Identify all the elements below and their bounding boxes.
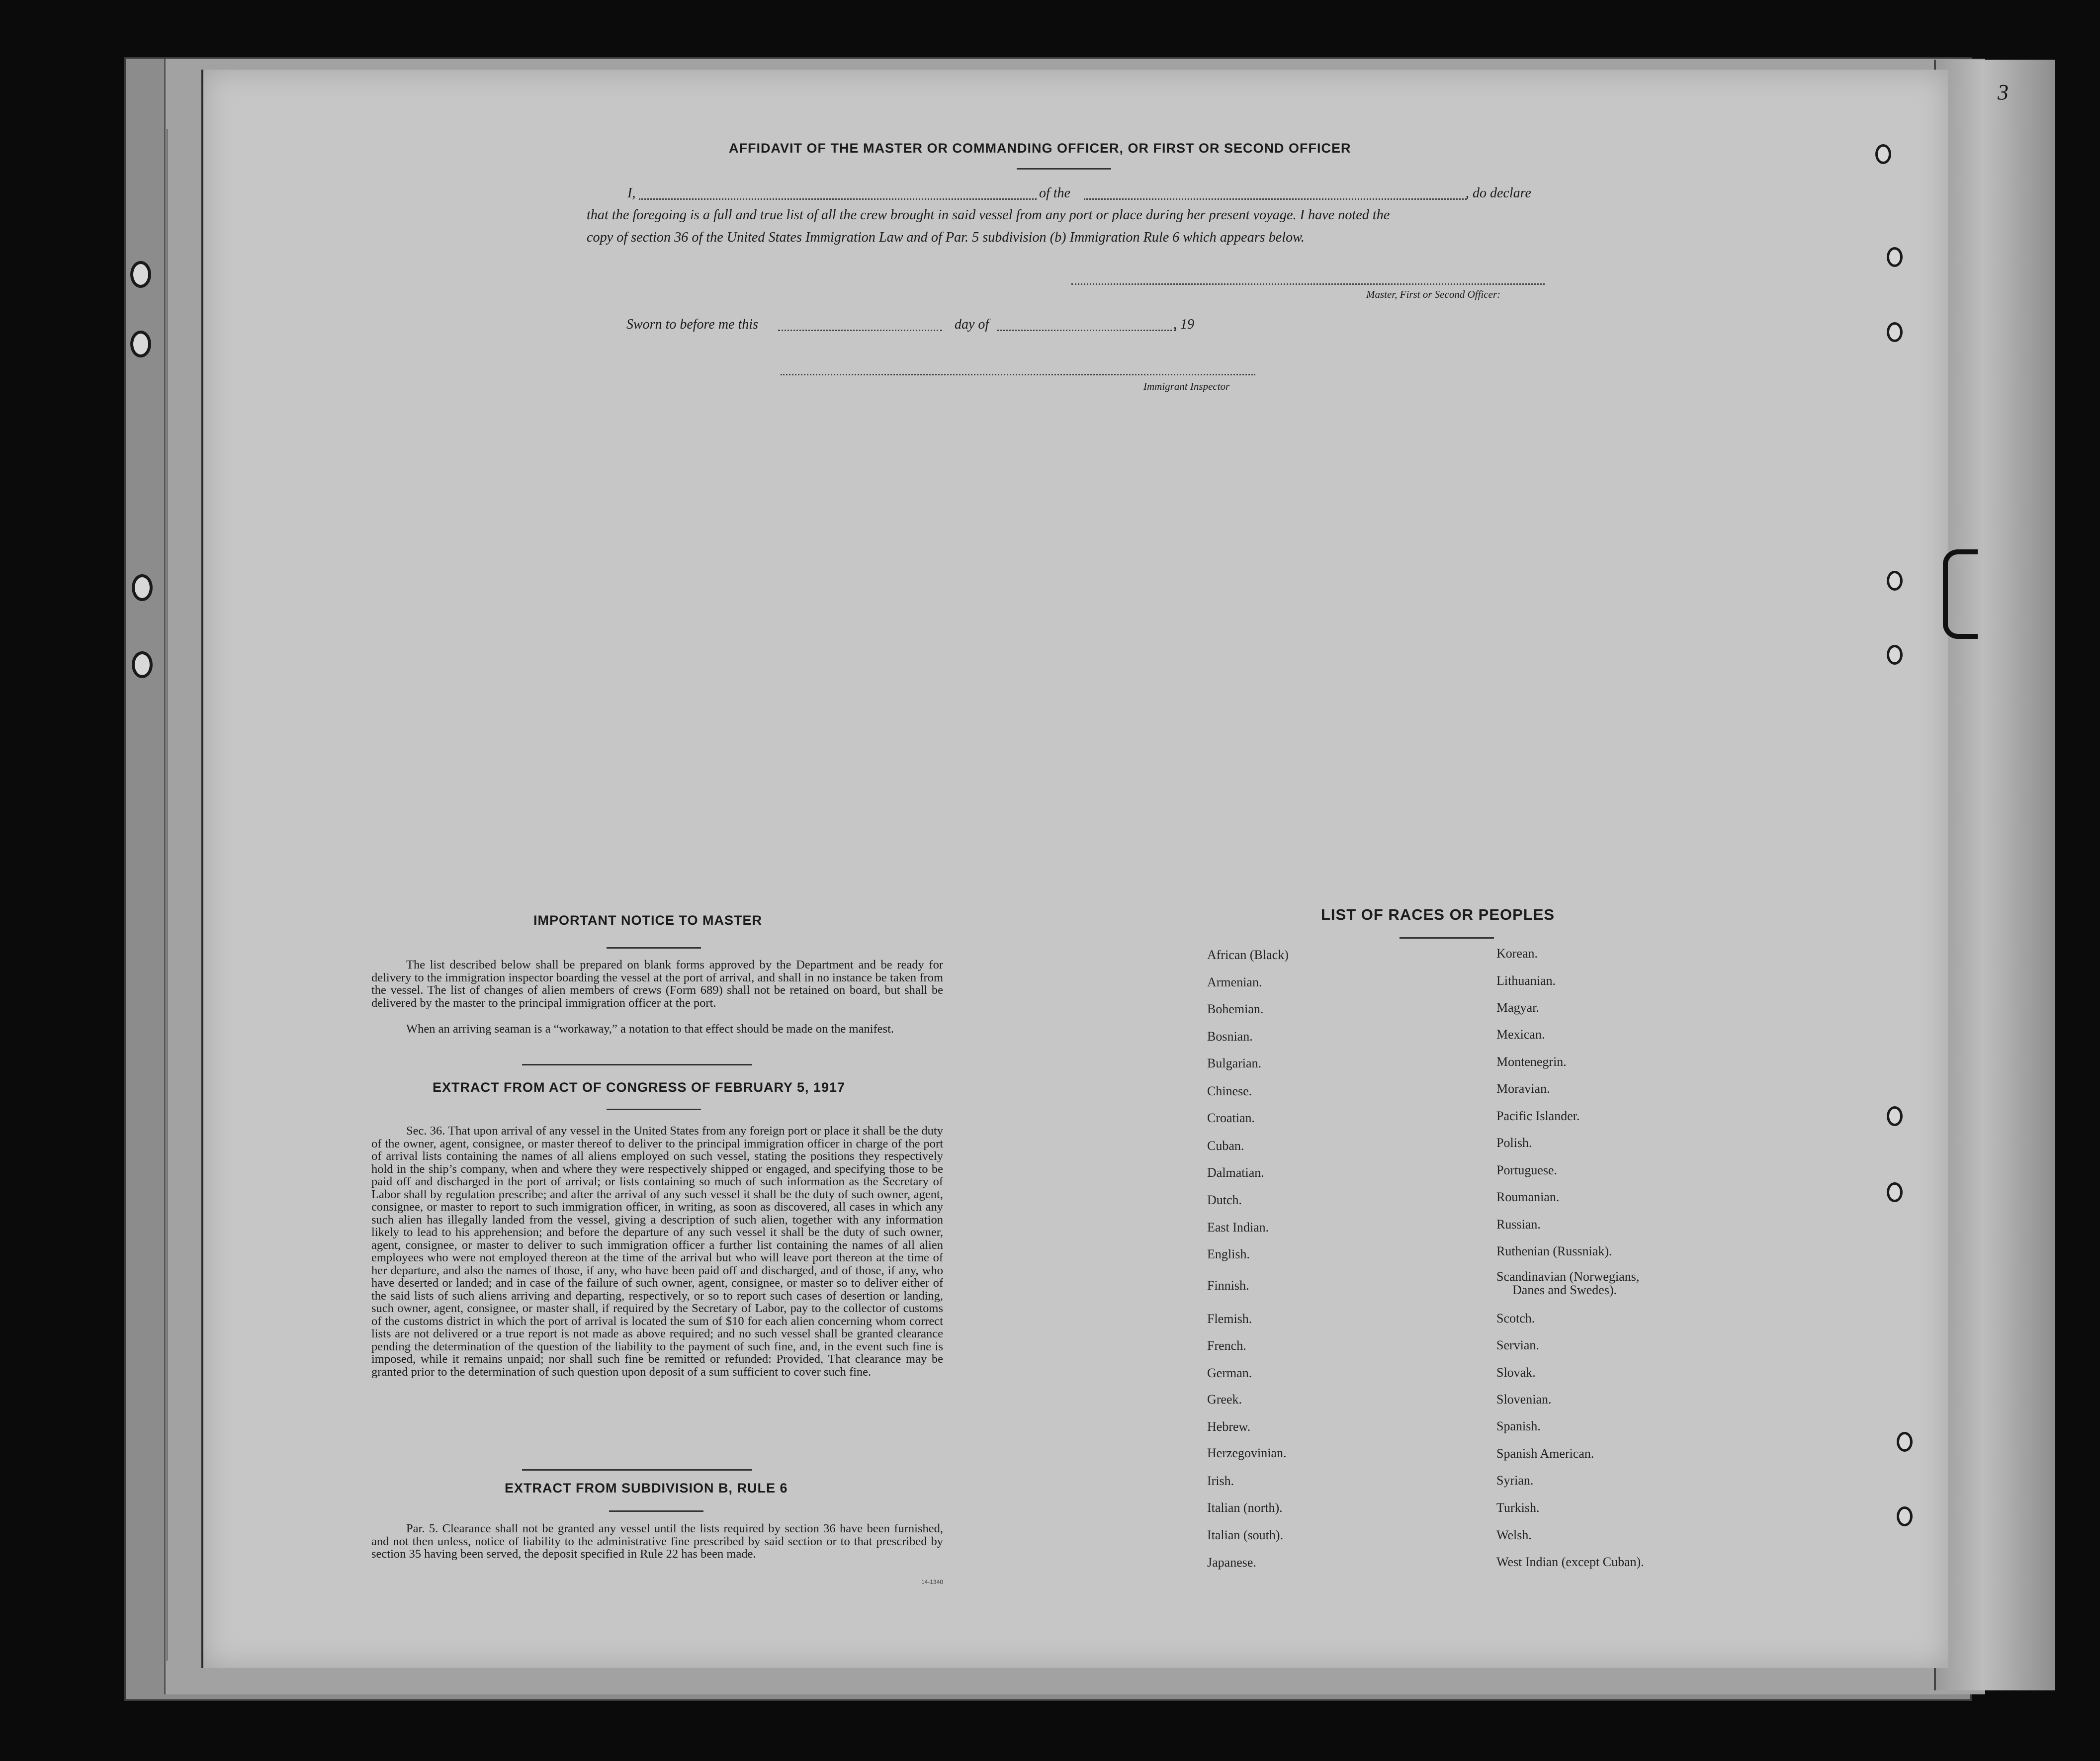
punch-hole-icon [1887, 645, 1903, 665]
section-rule [522, 1064, 752, 1065]
race-item: Korean. [1496, 946, 1538, 961]
race-item: Roumanian. [1496, 1190, 1560, 1204]
race-item: Mexican. [1496, 1027, 1545, 1042]
binder-hole-icon [130, 261, 151, 288]
race-item: Spanish American. [1496, 1446, 1594, 1461]
race-item: Dutch. [1207, 1193, 1242, 1207]
races-rule [1400, 937, 1494, 939]
race-item: Scandinavian (Norwegians, [1496, 1269, 1640, 1284]
punch-hole-icon [1897, 1506, 1913, 1526]
race-item: Croatian. [1207, 1111, 1255, 1125]
race-item: Cuban. [1207, 1139, 1244, 1153]
binder-strip [127, 129, 168, 1661]
race-item: Greek. [1207, 1392, 1242, 1407]
binder-hole-icon [132, 651, 153, 678]
race-item: Slovenian. [1496, 1392, 1552, 1407]
year-text: , 19 [1173, 317, 1194, 332]
race-item: Moravian. [1496, 1081, 1550, 1096]
race-item: Finnish. [1207, 1278, 1249, 1293]
race-item: Chinese. [1207, 1084, 1252, 1098]
race-item: Danes and Swedes). [1512, 1283, 1617, 1297]
inspector-label: Immigrant Inspector [1143, 380, 1230, 392]
punch-hole-icon [1887, 1106, 1903, 1126]
race-item: Bohemian. [1207, 1002, 1264, 1016]
section-rule [522, 1469, 752, 1471]
race-item: Pacific Islander. [1496, 1109, 1580, 1123]
binder-hole-icon [130, 331, 151, 357]
signature-line [1071, 283, 1545, 285]
affidavit-title: AFFIDAVIT OF THE MASTER OR COMMANDING OFFICER, OR FIRST OR SECOND OFFICER [729, 141, 1351, 156]
rule6-text: Par. 5. Clearance shall not be granted any vessel until the lists required by section 36 have been furnished, and not then unless, notice of liability to the administrative fine prescribed by said section or to that prescribed by section 35 having been served, the deposit specified in Rule 22 has been made. [371, 1522, 943, 1561]
form-number: 14-1340 [921, 1579, 944, 1585]
affidavit-of-the: of the [1039, 185, 1070, 201]
race-item: French. [1207, 1338, 1246, 1353]
race-item: Bosnian. [1207, 1029, 1253, 1044]
punch-hole-icon [1875, 144, 1891, 164]
master-label: Master, First or Second Officer: [1366, 288, 1501, 300]
race-item: West Indian (except Cuban). [1496, 1555, 1644, 1569]
punch-hole-icon [1887, 1182, 1903, 1202]
rule6-title: EXTRACT FROM SUBDIVISION B, RULE 6 [505, 1481, 788, 1496]
race-item: Dalmatian. [1207, 1165, 1264, 1180]
race-item: Welsh. [1496, 1528, 1532, 1542]
races-title: LIST OF RACES OR PEOPLES [1321, 906, 1555, 923]
race-item: Bulgarian. [1207, 1056, 1262, 1070]
race-item: African (Black) [1207, 948, 1289, 962]
notice-rule [607, 947, 701, 949]
punch-hole-icon [1887, 247, 1903, 267]
act-rule [607, 1109, 701, 1110]
act-title: EXTRACT FROM ACT OF CONGRESS OF FEBRUARY 5, 1917 [433, 1080, 846, 1095]
race-item: Scotch. [1496, 1311, 1535, 1325]
race-item: Flemish. [1207, 1312, 1252, 1326]
notice-title: IMPORTANT NOTICE TO MASTER [533, 913, 762, 928]
race-item: East Indian. [1207, 1220, 1269, 1234]
punch-hole-icon [1897, 1432, 1913, 1452]
sworn-day-blank [778, 330, 942, 331]
notice-paragraph-1: The list described below shall be prepared on blank forms approved by the Department and be ready for delivery to the immigration inspector boarding the vessel at the port of arrival, and shall in no instance be taken from the vessel. The list of changes of alien members of crews (Form 689) shall not be retained on board, but shall be delivered by the master to the principal immigration officer at the port. [371, 958, 943, 1010]
notice-paragraph-2: When an arriving seaman is a “workaway,” a notation to that effect should be made on the manifest. [406, 1022, 894, 1036]
race-item: Hebrew. [1207, 1419, 1251, 1434]
rule6-rule [609, 1510, 703, 1512]
inspector-signature-line [781, 374, 1255, 375]
right-edge-sheets [1934, 60, 2055, 1690]
affidavit-i: I, [627, 185, 636, 201]
race-item: Italian (north). [1207, 1500, 1283, 1515]
race-item: Polish. [1496, 1136, 1532, 1150]
margin-number: 3 [1998, 80, 2009, 104]
race-item: Armenian. [1207, 975, 1262, 989]
race-item: Italian (south). [1207, 1528, 1284, 1542]
binder-hole-icon [132, 574, 153, 601]
document-page [201, 70, 1948, 1668]
day-of-text: day of [955, 317, 989, 332]
affidavit-line2: that the foregoing is a full and true list of all the crew brought in said vessel from any port or place during her present voyage. I have noted the [587, 207, 1390, 223]
race-item: Lithuanian. [1496, 973, 1556, 988]
race-item: Ruthenian (Russniak). [1496, 1244, 1612, 1258]
section-36-text: Sec. 36. That upon arrival of any vessel in the United States from any foreign port or place it shall be the duty of the owner, agent, consignee, or master thereof to deliver to the principal immigration officer in charge of the port of arrival lists containing the names of all aliens employed on such vessel, stating the positions they respectively hold in the ship’s company, when and where they were respectively shipped or engaged, and specifying those to be paid off and discharged in the port of arrival; or lists containing so much of such information as the Secretary of Labor shall by regulation prescribe; and after the arrival of any such vessel it shall be the duty of such owner, agent, consignee, or master to report to such immigration officer, in writing, as soon as discovered, all cases in which any such alien has illegally landed from the vessel, giving a description of such alien, together with any information likely to lead to his apprehension; and before the departure of any such vessel it shall be the duty of such owner, agent, consignee, or master to deliver to such immigration officer a further list containing the names of all alien employees who were not employed thereon at the time of the arrival but who will leave port thereon at the time of her departure, and also the names of those, if any, who have been paid off and discharged, and of those, if any, who have deserted or landed; and in case of the failure of such owner, agent, consignee, or master so to deliver either of the said lists of such aliens arriving and departing, respectively, or so to report such cases of desertion or landing, such owner, agent, consignee, or master shall, if required by the Secretary of Labor, pay to the collector of customs of the customs district in which the port of arrival is located the sum of $10 for each alien concerning whom correct lists are not delivered or a true report is not made as above required; and no such vessel shall be granted clearance pending the determination of the question of the liability to the payment of such fine, and, in the event such fine is imposed, while it remains unpaid; nor shall such fine be remitted or refunded: Provided, That clearance may be granted prior to the determination of such question upon deposit of a sum sufficient to cover such fine. [371, 1124, 943, 1379]
vessel-blank [1084, 198, 1467, 200]
race-item: Herzegovinian. [1207, 1446, 1287, 1460]
punch-hole-icon [1887, 571, 1903, 591]
race-item: Spanish. [1496, 1419, 1541, 1433]
race-item: Magyar. [1496, 1000, 1539, 1015]
race-item: Irish. [1207, 1474, 1234, 1488]
title-rule [1017, 168, 1111, 170]
race-item: Servian. [1496, 1338, 1539, 1352]
sworn-text: Sworn to before me this [626, 317, 758, 332]
name-blank [639, 198, 1037, 200]
affidavit-declare: , do declare [1466, 185, 1531, 201]
race-item: Portuguese. [1496, 1163, 1558, 1177]
month-blank [997, 330, 1176, 331]
race-item: Turkish. [1496, 1500, 1540, 1515]
race-item: Montenegrin. [1496, 1055, 1567, 1069]
ink-bracket-mark [1943, 549, 1978, 639]
race-item: Slovak. [1496, 1365, 1536, 1380]
race-item: Russian. [1496, 1217, 1541, 1232]
race-item: Japanese. [1207, 1555, 1256, 1570]
punch-hole-icon [1887, 322, 1903, 342]
race-item: German. [1207, 1366, 1252, 1380]
race-item: English. [1207, 1247, 1250, 1261]
race-item: Syrian. [1496, 1473, 1534, 1488]
affidavit-line3: copy of section 36 of the United States Immigration Law and of Par. 5 subdivision (b) Immigration Rule 6 which appears below. [587, 230, 1305, 245]
